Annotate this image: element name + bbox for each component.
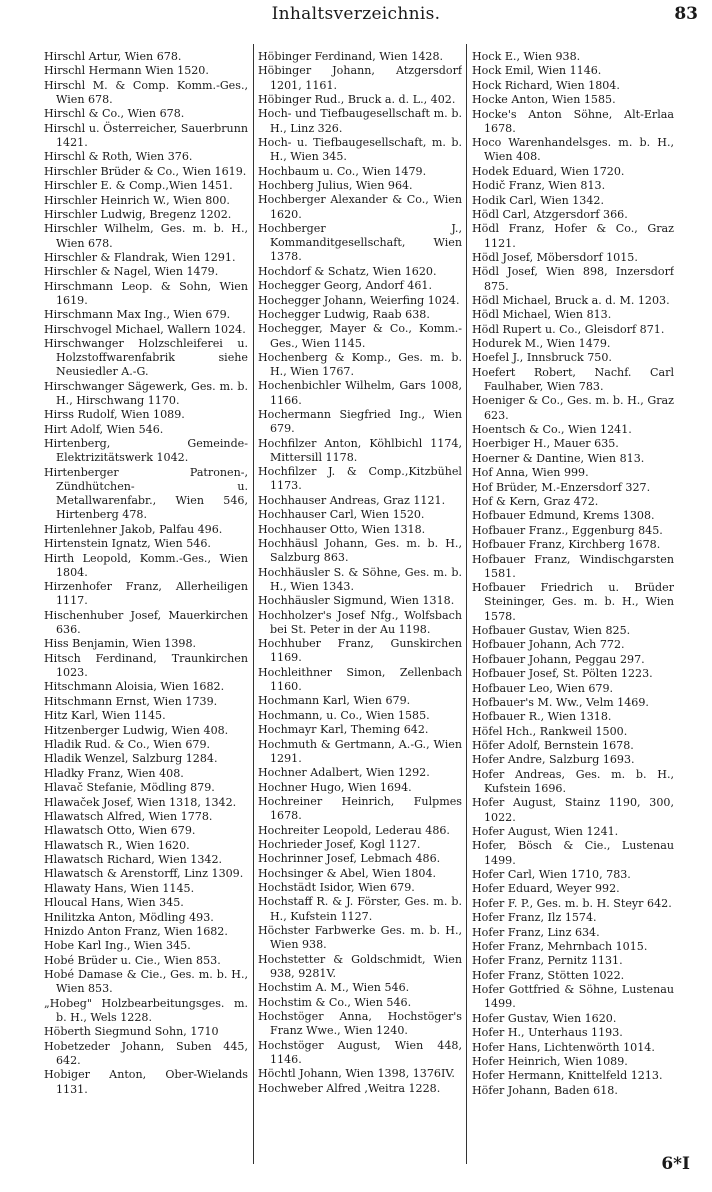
- index-entry: Hirschler Wilhelm, Ges. m. b. H., Wien 678.: [44, 222, 248, 250]
- page-number: 83: [674, 4, 698, 24]
- index-entry: Hocke's Anton Söhne, Alt-Erlaa 1678.: [472, 107, 674, 135]
- index-entry: Hochstädt Isidor, Wien 679.: [258, 881, 415, 895]
- index-entry: Hodurek M., Wien 1479.: [472, 337, 611, 351]
- index-entry: Hischenhuber Josef, Mauerkirchen 636.: [44, 608, 248, 636]
- index-entry: Hochrinner Josef, Lebmach 486.: [258, 852, 441, 866]
- index-entry: Hofbauer Friedrich u. Brüder Steininger, Ges. m. b. H., Wien 1578.: [472, 581, 674, 623]
- index-entry: Hochstaff R. & J. Förster, Ges. m. b. H., Kufstein 1127.: [258, 895, 462, 923]
- index-entry: Hochreiner Heinrich, Fulpmes 1678.: [258, 794, 462, 823]
- index-entry: Hofer Carl, Wien 1710, 783.: [472, 868, 631, 882]
- index-entry: Hofbauer Johann, Peggau 297.: [472, 652, 645, 666]
- index-entry: Hochhäusl Johann, Ges. m. b. H., Salzburg 863.: [258, 537, 462, 565]
- index-entry: Hirschler & Flandrak, Wien 1291.: [44, 250, 236, 264]
- index-entry: Hlawatsch Otto, Wien 679.: [44, 824, 196, 838]
- index-entry: Hlawatsch Richard, Wien 1342.: [44, 853, 223, 867]
- index-entry: Hof Brüder, M.-Enzersdorf 327.: [472, 480, 651, 494]
- index-entry: Hochrieder Josef, Kogl 1127.: [258, 837, 421, 851]
- column-divider: [253, 44, 254, 1164]
- index-entry: Hobetzeder Johann, Suben 445, 642.: [44, 1039, 248, 1067]
- index-entry: Hofbauer Leo, Wien 679.: [472, 681, 614, 695]
- index-entry: Hirtenberger Patronen-, Zündhütchen- u. Metallwarenfabr., Wien 546, Hirtenberg 478.: [44, 465, 248, 522]
- index-entry: Hofer Hermann, Knittelfeld 1213.: [472, 1069, 663, 1083]
- index-entry: Hofer Gustav, Wien 1620.: [472, 1011, 617, 1025]
- column-divider: [466, 44, 467, 1164]
- index-entry: Hladik Rud. & Co., Wien 679.: [44, 737, 211, 751]
- index-entry: Hlawatsch Alfred, Wien 1778.: [44, 809, 213, 823]
- index-entry: Hoefel J., Innsbruck 750.: [472, 351, 612, 365]
- index-entry: Hofer Hans, Lichtenwörth 1014.: [472, 1040, 655, 1054]
- index-entry: Hödl Franz, Hofer & Co., Graz 1121.: [472, 222, 674, 250]
- index-entry: Hirtenstein Ignatz, Wien 546.: [44, 537, 211, 551]
- index-entry: Hochhäusler Sigmund, Wien 1318.: [258, 594, 455, 608]
- index-entry: Hofer H., Unterhaus 1193.: [472, 1026, 623, 1040]
- index-entry: Hofbauer Edmund, Krems 1308.: [472, 509, 655, 523]
- index-entry: Hodek Eduard, Wien 1720.: [472, 164, 625, 178]
- index-entry: Hirschwanger Sägewerk, Ges. m. b. H., Hirschwang 1170.: [44, 379, 248, 408]
- index-entry: Hlavač Stefanie, Mödling 879.: [44, 781, 215, 795]
- index-entry: Hoch- u. Tiefbaugesellschaft, m. b. H., Wien 345.: [258, 135, 462, 164]
- index-entry: Hoch- und Tiefbaugesellschaft m. b. H., Linz 326.: [258, 107, 462, 135]
- index-entry: Hofer Eduard, Weyer 992.: [472, 882, 620, 896]
- index-entry: Hochhäusler S. & Söhne, Ges. m. b. H., Wien 1343.: [258, 565, 462, 593]
- index-entry: Hirschler Ludwig, Bregenz 1202.: [44, 207, 232, 221]
- index-entry: Hobé Brüder u. Cie., Wien 853.: [44, 953, 221, 967]
- index-entry: Hochenbichler Wilhelm, Gars 1008, 1166.: [258, 379, 462, 407]
- index-entry: Hock E., Wien 938.: [472, 50, 581, 63]
- index-entry: Höbinger Johann, Atzgersdorf 1201, 1161.: [258, 64, 462, 92]
- index-entry: Hoefert Robert, Nachf. Carl Faulhaber, Wien 783.: [472, 365, 674, 394]
- index-entry: Hochegger Ludwig, Raab 638.: [258, 307, 430, 321]
- index-entry: Hofbauer R., Wien 1318.: [472, 710, 612, 724]
- index-entry: Hofer Heinrich, Wien 1089.: [472, 1054, 628, 1068]
- index-entry: Hirschl Artur, Wien 678.: [44, 50, 182, 63]
- index-entry: Hochhauser Andreas, Graz 1121.: [258, 493, 446, 507]
- index-entry: Hirth Leopold, Komm.-Ges., Wien 1804.: [44, 551, 248, 579]
- index-entry: Hoco Warenhandelsges. m. b. H., Wien 408.: [472, 136, 674, 164]
- index-entry: Hobiger Anton, Ober-Wielands 1131.: [44, 1068, 248, 1096]
- index-entry: Hlawatsch & Arenstorff, Linz 1309.: [44, 867, 244, 881]
- index-entry: Hirschler Brüder & Co., Wien 1619.: [44, 164, 247, 178]
- index-entry: Hochmayr Karl, Theming 642.: [258, 723, 429, 737]
- index-entry: Hochner Adalbert, Wien 1292.: [258, 766, 430, 780]
- index-entry: Hirschler Heinrich W., Wien 800.: [44, 193, 230, 207]
- index-entry: Hochermann Siegfried Ing., Wien 679.: [258, 408, 462, 436]
- index-entry: Hofer Franz, Ilz 1574.: [472, 911, 597, 925]
- index-entry: Hladik Wenzel, Salzburg 1284.: [44, 752, 218, 766]
- index-entry: Höchtl Johann, Wien 1398, 1376IV.: [258, 1067, 455, 1081]
- index-entry: Hlawaty Hans, Wien 1145.: [44, 881, 195, 895]
- index-entry: Hochweber Alfred ,Weitra 1228.: [258, 1081, 441, 1095]
- index-entry: Hödl Josef, Wien 898, Inzersdorf 875.: [472, 265, 674, 293]
- index-entry: Hochhuber Franz, Gunskirchen 1169.: [258, 637, 462, 665]
- index-entry: Hirschmann Leop. & Sohn, Wien 1619.: [44, 279, 248, 307]
- index-entry: Hochstöger August, Wien 448, 1146.: [258, 1038, 462, 1066]
- index-entry: Hirschler & Nagel, Wien 1479.: [44, 265, 219, 279]
- index-column-3: [472, 50, 674, 1160]
- index-entry: Hochmann, u. Co., Wien 1585.: [258, 708, 430, 722]
- index-entry: Hochner Hugo, Wien 1694.: [258, 780, 412, 794]
- index-entry: Hochberger Alexander & Co., Wien 1620.: [258, 193, 462, 221]
- index-entry: Hirschl M. & Comp. Komm.-Ges., Wien 678.: [44, 78, 248, 106]
- index-entry: Hofer Andreas, Ges. m. b. H., Kufstein 1696.: [472, 767, 674, 796]
- index-entry: Hochmann Karl, Wien 679.: [258, 694, 411, 708]
- index-entry: Hoentsch & Co., Wien 1241.: [472, 423, 632, 437]
- index-entry: Hofbauer Franz., Eggenburg 845.: [472, 523, 663, 537]
- index-entry: Hochsinger & Abel, Wien 1804.: [258, 866, 437, 880]
- index-entry: Hirschler E. & Comp.,Wien 1451.: [44, 179, 233, 193]
- index-entry: Hirschl & Co., Wien 678.: [44, 107, 185, 121]
- index-entry: Hodik Carl, Wien 1342.: [472, 193, 605, 207]
- index-entry: Hochberger J., Kommanditgesellschaft, Wien 1378.: [258, 221, 462, 264]
- index-entry: Hochmuth & Gertmann, A.-G., Wien 1291.: [258, 737, 462, 765]
- index-entry: Hofer Franz, Linz 634.: [472, 925, 600, 939]
- index-entry: Hitsch Ferdinand, Traunkirchen 1023.: [44, 651, 248, 679]
- index-entry: Hochberg Julius, Wien 964.: [258, 178, 413, 192]
- index-entry: Hochreiter Leopold, Lederau 486.: [258, 823, 450, 837]
- index-entry: Hochhauser Carl, Wien 1520.: [258, 508, 425, 522]
- index-entry: Höbinger Ferdinand, Wien 1428.: [258, 50, 444, 63]
- index-entry: Hochstim A. M., Wien 546.: [258, 981, 410, 995]
- index-entry: Hochstetter & Goldschmidt, Wien 938, 9281V.: [258, 952, 462, 980]
- index-entry: Hofbauer Franz, Windischgarsten 1581.: [472, 552, 674, 580]
- index-entry: Hödl Michael, Wien 813.: [472, 308, 612, 322]
- index-entry: Hofbauer Gustav, Wien 825.: [472, 623, 631, 637]
- index-entry: Hödl Carl, Atzgersdorf 366.: [472, 207, 628, 221]
- index-entry: Hochegger, Mayer & Co., Komm.-Ges., Wien 1145.: [258, 322, 462, 350]
- index-entry: Hlawaček Josef, Wien 1318, 1342.: [44, 795, 237, 809]
- index-entry: Hitschmann Aloisia, Wien 1682.: [44, 680, 225, 694]
- signature-mark: 6*I: [661, 1154, 690, 1174]
- index-entry: Hödl Josef, Möbersdorf 1015.: [472, 250, 638, 264]
- index-entry: Hladky Franz, Wien 408.: [44, 766, 184, 780]
- index-entry: Hödl Michael, Bruck a. d. M. 1203.: [472, 293, 670, 307]
- index-entry: Hofbauer Josef, St. Pölten 1223.: [472, 667, 653, 681]
- index-entry: Hirschvogel Michael, Wallern 1024.: [44, 322, 246, 336]
- index-column-2: [258, 50, 462, 1160]
- index-entry: Höbinger Rud., Bruck a. d. L., 402.: [258, 92, 456, 106]
- index-entry: Hofer August, Wien 1241.: [472, 825, 619, 839]
- page-title: Inhaltsverzeichnis.: [271, 4, 441, 24]
- index-entry: Hochdorf & Schatz, Wien 1620.: [258, 264, 437, 278]
- index-entry: Hnilitzka Anton, Mödling 493.: [44, 910, 214, 924]
- index-entry: Hofbauer Franz, Kirchberg 1678.: [472, 538, 661, 552]
- index-column-1: [44, 50, 248, 1160]
- index-entry: Hofer F. P., Ges. m. b. H. Steyr 642.: [472, 896, 672, 910]
- index-entry: Hochhauser Otto, Wien 1318.: [258, 522, 426, 536]
- index-entry: Hirtenberg, Gemeinde-Elektrizitätswerk 1042.: [44, 437, 248, 465]
- index-entry: Hlawatsch R., Wien 1620.: [44, 838, 190, 852]
- index-entry: Hofer August, Stainz 1190, 300, 1022.: [472, 796, 674, 824]
- index-entry: Hodič Franz, Wien 813.: [472, 179, 606, 193]
- index-entry: Hofer, Bösch & Cie., Lustenau 1499.: [472, 839, 674, 867]
- index-entry: Hofbauer's M. Ww., Velm 1469.: [472, 695, 649, 709]
- index-entry: Hochleithner Simon, Zellenbach 1160.: [258, 665, 462, 693]
- index-entry: Hoeniger & Co., Ges. m. b. H., Graz 623.: [472, 394, 674, 422]
- index-entry: Hirzenhofer Franz, Allerheiligen 1117.: [44, 580, 248, 608]
- index-entry: Höberth Siegmund Sohn, 1710: [44, 1025, 219, 1039]
- index-entry: Hochenberg & Komp., Ges. m. b. H., Wien 1767.: [258, 350, 462, 379]
- index-entry: Hochfilzer J. & Comp.,Kitzbühel 1173.: [258, 465, 462, 493]
- index-entry: Hochstöger Anna, Hochstöger's Franz Wwe., Wien 1240.: [258, 1010, 462, 1038]
- index-entry: Hochegger Johann, Weierfing 1024.: [258, 293, 460, 307]
- index-entry: Hochstim & Co., Wien 546.: [258, 995, 412, 1009]
- index-entry: Hochholzer's Josef Nfg., Wolfsbach bei St. Peter in der Au 1198.: [258, 608, 462, 636]
- index-entry: Hocke Anton, Wien 1585.: [472, 93, 616, 107]
- index-entry: Hitz Karl, Wien 1145.: [44, 709, 166, 723]
- index-entry: Höchster Farbwerke Ges. m. b. H., Wien 938.: [258, 924, 462, 952]
- index-entry: Höfel Hch., Rankweil 1500.: [472, 724, 628, 738]
- index-entry: Hobé Damase & Cie., Ges. m. b. H., Wien 853.: [44, 968, 248, 996]
- index-entry: Hofer Andre, Salzburg 1693.: [472, 753, 635, 767]
- index-entry: Hofbauer Johann, Ach 772.: [472, 638, 625, 652]
- index-entry: Hirschl & Roth, Wien 376.: [44, 150, 193, 164]
- index-entry: Hofer Franz, Stötten 1022.: [472, 968, 625, 982]
- index-entry: Hödl Rupert u. Co., Gleisdorf 871.: [472, 322, 665, 336]
- index-entry: Hof & Kern, Graz 472.: [472, 494, 599, 508]
- page-header: [0, 0, 712, 40]
- index-entry: Hof Anna, Wien 999.: [472, 466, 589, 480]
- index-entry: Hoerner & Dantine, Wien 813.: [472, 451, 645, 465]
- index-entry: Hochfilzer Anton, Köhlbichl 1174, Mittersill 1178.: [258, 436, 462, 464]
- index-entry: Hnizdo Anton Franz, Wien 1682.: [44, 925, 228, 939]
- index-entry: Hiss Benjamin, Wien 1398.: [44, 637, 197, 651]
- index-entry: Hirschwanger Holzschleiferei u. Holzstoffwarenfabrik siehe Neusiedler A.-G.: [44, 337, 248, 379]
- index-entry: Hoerbiger H., Mauer 635.: [472, 437, 619, 451]
- index-entry: Hloucal Hans, Wien 345.: [44, 896, 184, 910]
- index-entry: Hofer Franz, Pernitz 1131.: [472, 954, 623, 968]
- index-entry: Höfer Adolf, Bernstein 1678.: [472, 739, 634, 753]
- index-entry: Höfer Johann, Baden 618.: [472, 1083, 618, 1097]
- index-entry: Hofer Franz, Mehrnbach 1015.: [472, 939, 648, 953]
- index-entry: Hochegger Georg, Andorf 461.: [258, 279, 433, 293]
- index-entry: „Hobeg" Holzbearbeitungsges. m. b. H., Wels 1228.: [44, 996, 248, 1024]
- index-entry: Hirss Rudolf, Wien 1089.: [44, 408, 185, 422]
- index-entry: Hitzenberger Ludwig, Wien 408.: [44, 723, 229, 737]
- index-entry: Hirschmann Max Ing., Wien 679.: [44, 308, 231, 322]
- index-entry: Hobe Karl Ing., Wien 345.: [44, 939, 191, 953]
- index-entry: Hitschmann Ernst, Wien 1739.: [44, 694, 218, 708]
- index-entry: Hochbaum u. Co., Wien 1479.: [258, 164, 427, 178]
- index-entry: Hirt Adolf, Wien 546.: [44, 422, 164, 436]
- index-entry: Hofer Gottfried & Söhne, Lustenau 1499.: [472, 983, 674, 1011]
- index-entry: Hirschl u. Österreicher, Sauerbrunn 1421.: [44, 121, 248, 149]
- index-entry: Hock Emil, Wien 1146.: [472, 64, 602, 78]
- index-entry: Hock Richard, Wien 1804.: [472, 78, 620, 92]
- index-entry: Hirschl Hermann Wien 1520.: [44, 64, 209, 78]
- index-entry: Hirtenlehner Jakob, Palfau 496.: [44, 522, 223, 536]
